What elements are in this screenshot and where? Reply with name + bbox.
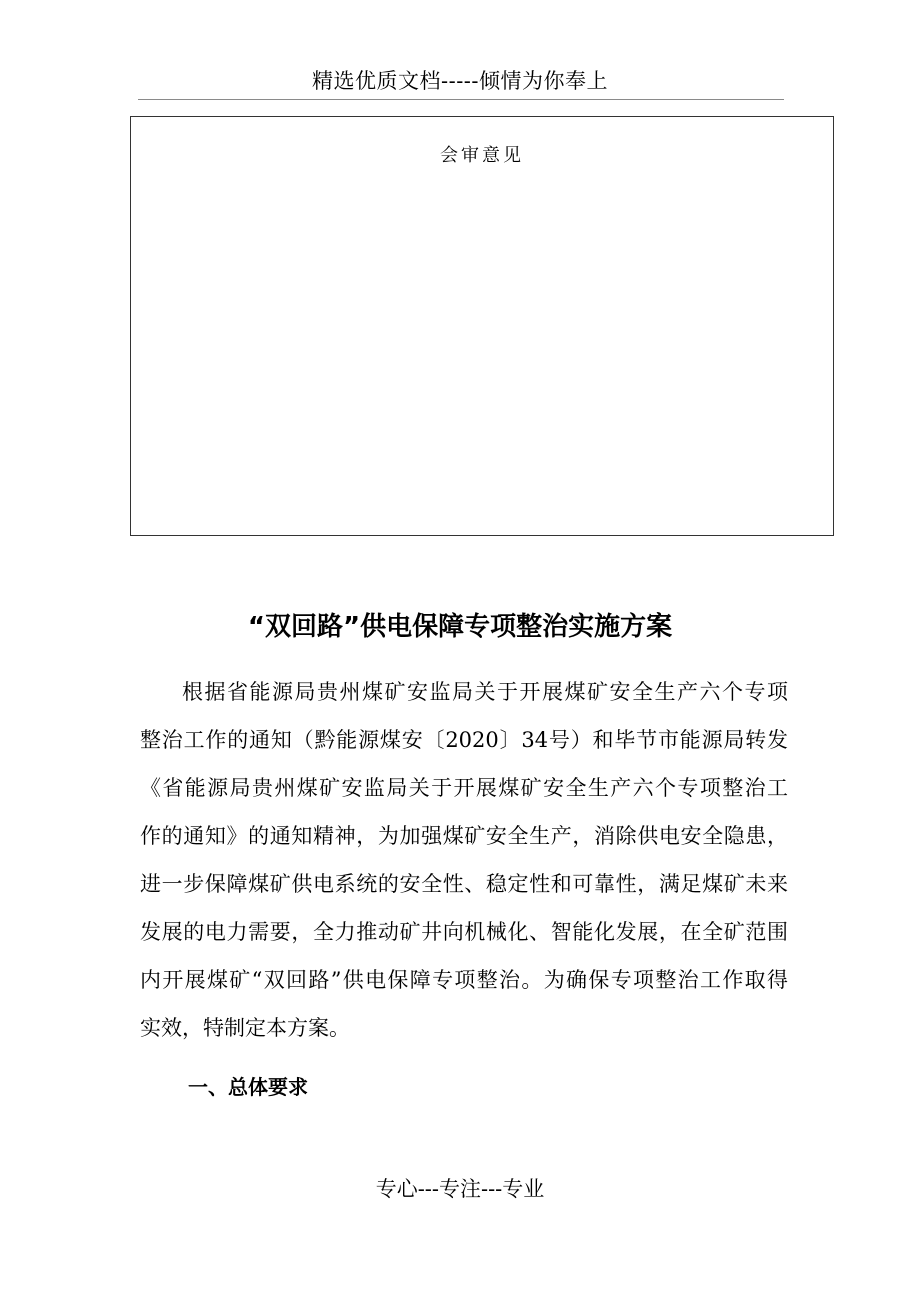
document-title: “双回路”供电保障专项整治实施方案 — [247, 612, 673, 642]
paragraph-line: 实效，特制定本方案。 — [140, 1016, 350, 1040]
paragraph-line: 根据省能源局贵州煤矿安监局关于开展煤矿安全生产六个专项 — [182, 680, 788, 704]
paragraph-line: 内开展煤矿“双回路”供电保障专项整治。为确保专项整治工作取得 — [140, 968, 788, 992]
paragraph-line: 整治工作的通知（黔能源煤安〔2020〕34号）和毕节市能源局转发 — [140, 728, 788, 752]
section-heading: 一、总体要求 — [188, 1075, 308, 1099]
header-divider — [138, 99, 784, 100]
paragraph-line: 发展的电力需要，全力推动矿井向机械化、智能化发展，在全矿范围 — [140, 920, 788, 944]
paragraph-line: 《省能源局贵州煤矿安监局关于开展煤矿安全生产六个专项整治工 — [140, 776, 788, 800]
paragraph-line: 进一步保障煤矿供电系统的安全性、稳定性和可靠性，满足煤矿未来 — [140, 872, 788, 896]
review-opinion-box — [130, 116, 834, 536]
review-opinion-label: 会审意见 — [440, 145, 524, 166]
paragraph-line: 作的通知》的通知精神，为加强煤矿安全生产，消除供电安全隐患， — [140, 824, 788, 848]
page-footer: 专心---专注---专业 — [375, 1177, 545, 1201]
page-header: 精选优质文档-----倾情为你奉上 — [312, 69, 608, 93]
body-paragraph — [140, 668, 788, 1052]
